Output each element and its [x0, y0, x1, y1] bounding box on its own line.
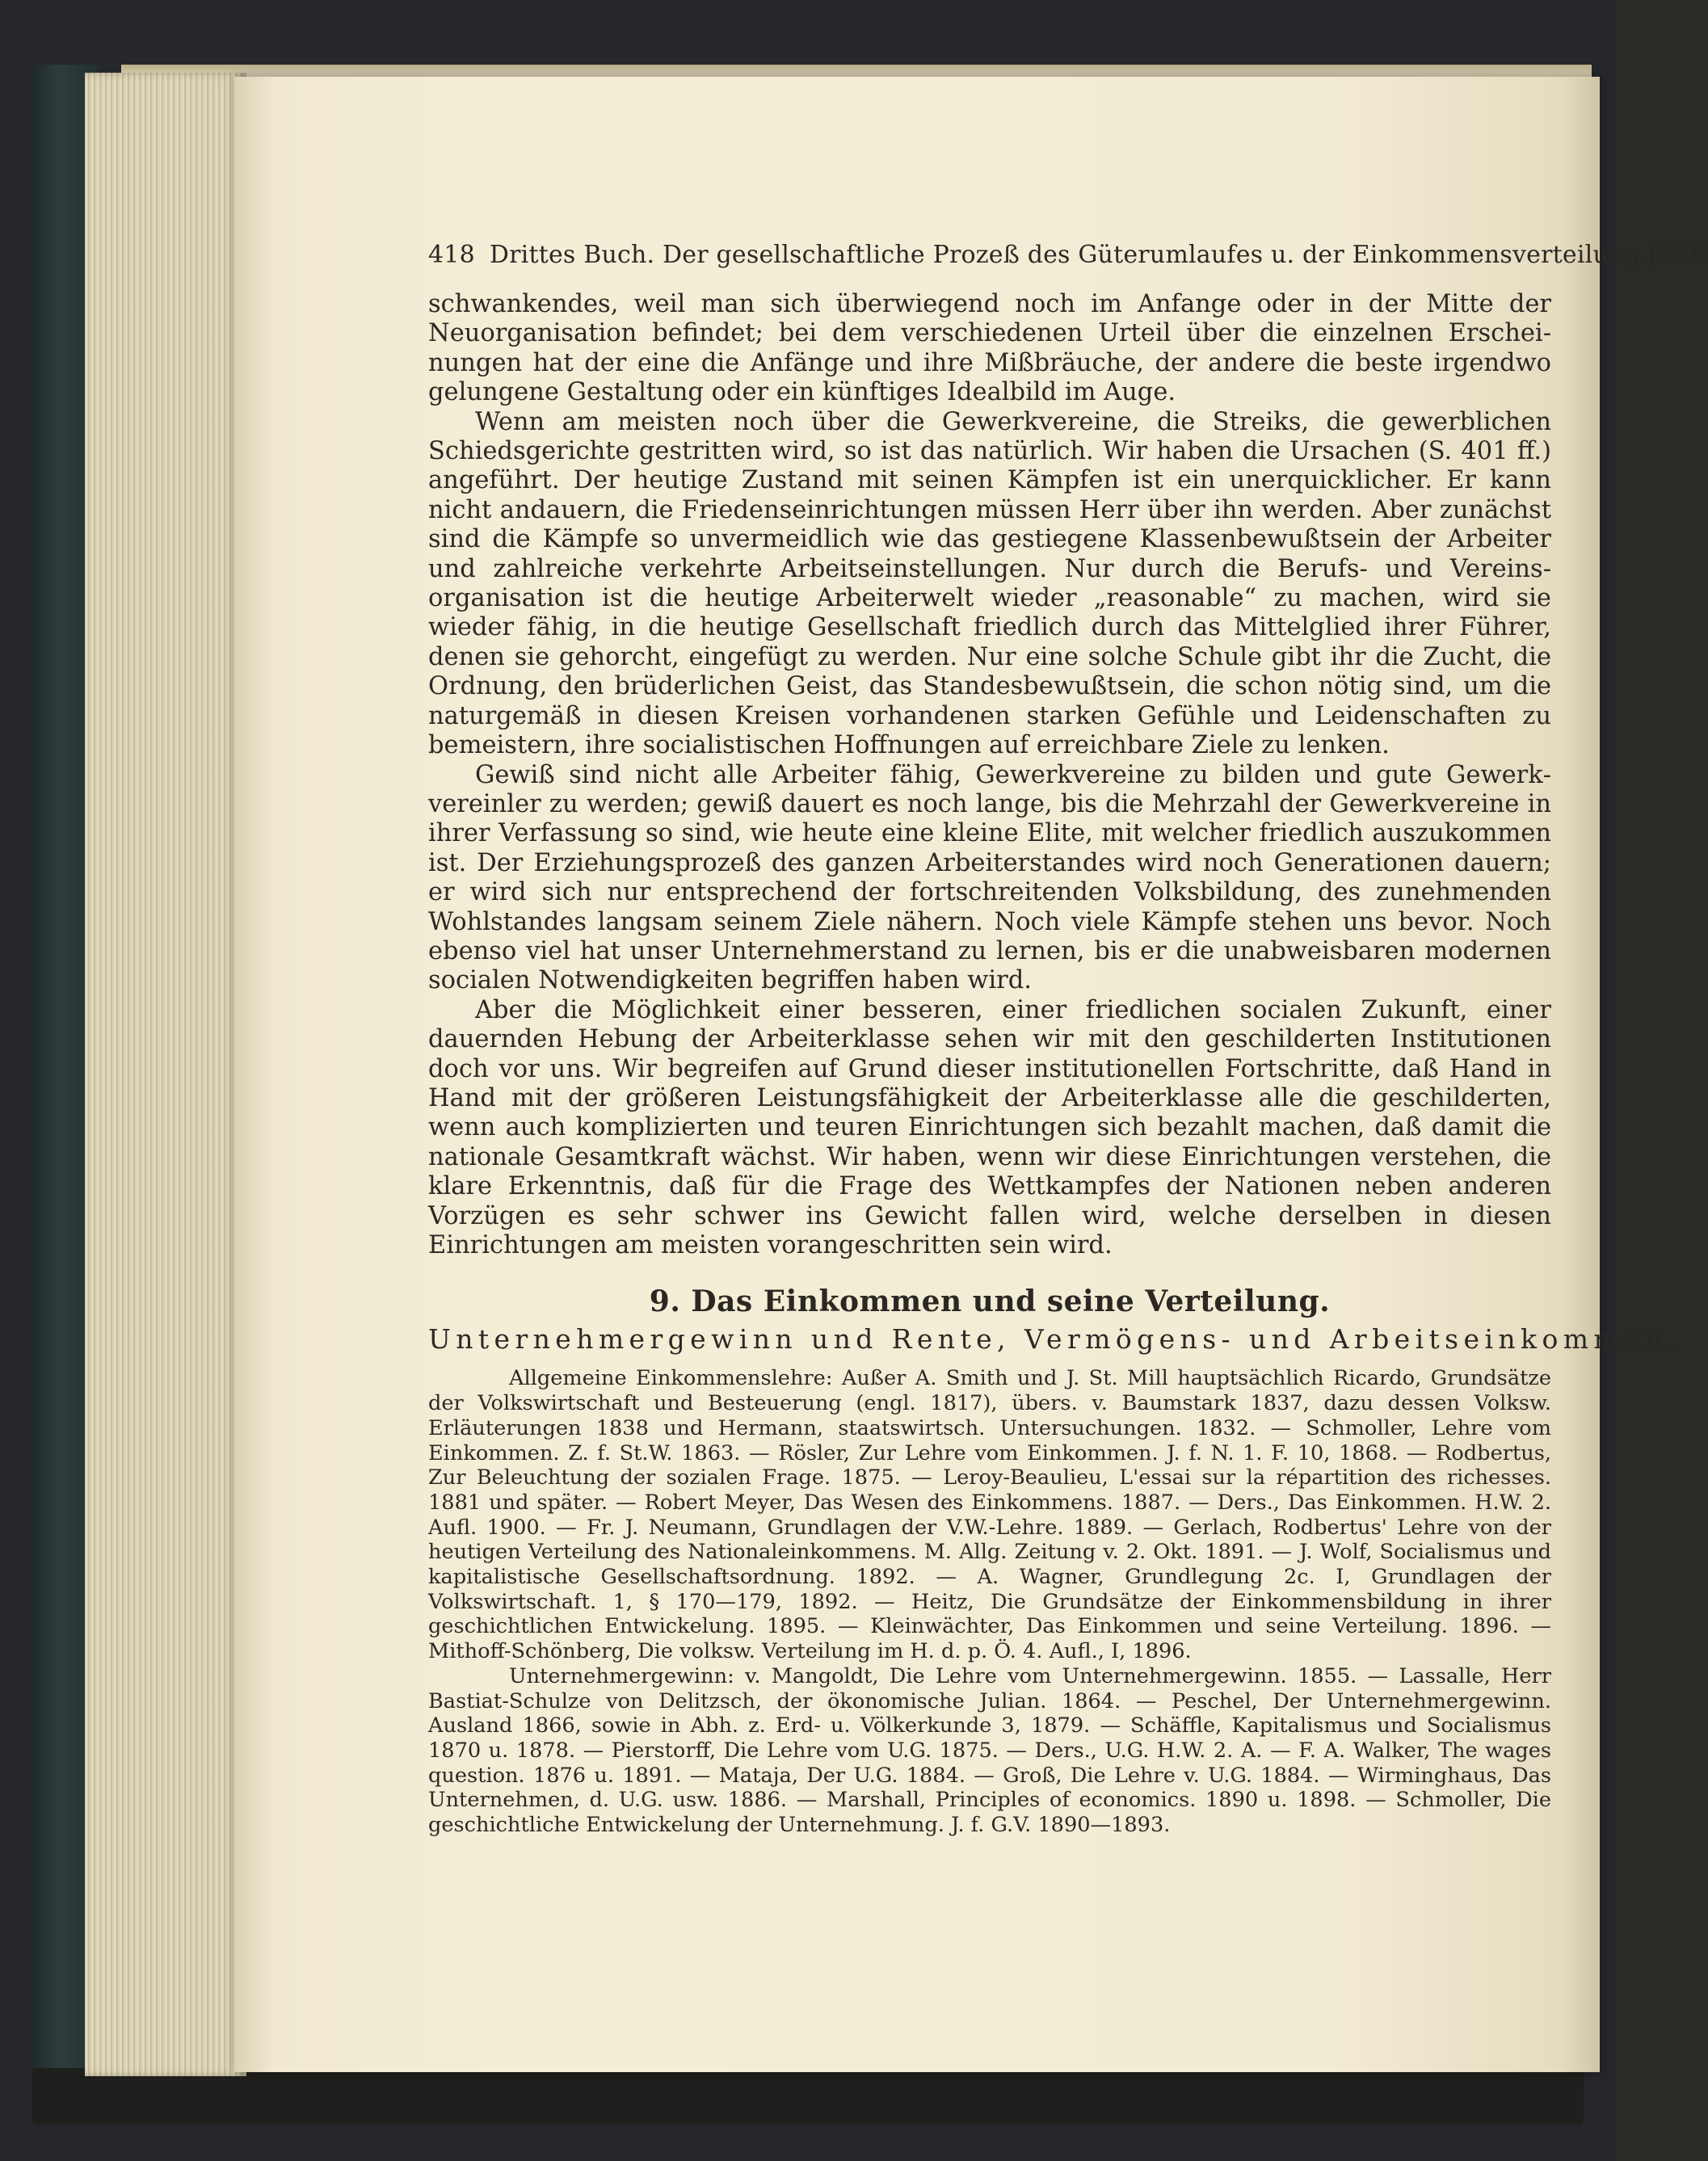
literature-paragraph: Unternehmergewinn: v. Mangoldt, Die Lehre vom Unternehmergewinn. 1855. — Lassalle, Herr Bastiat-Schulze von Delitzsch, der ökonomische Julian. 1864. — Peschel, Der Unternehmergewinn. Ausland 1866, sowie in Abh. z. Erd- u. Völkerkunde 3, 1879. — Schäffle, Kapitalismus und Socialismus 1870 u. 1878. — Pierstorff, Die Lehre vom U.G. 1875. — Ders., U.G. H.W. 2. A. — F. A. Walker, The wages question. 1876 u. 1891. — Mataja, Der U.G. 1884. — Groß, Die Lehre v. U.G. 1884. — Wirminghaus, Das Unternehmen, d. U.G. usw. 1886. — Marshall, Principles of economics. 1890 u. 1898. — Schmoller, Die geschichtliche Entwickelung der Unternehmung. J. f. G.V. 1890—1893. — [428, 1663, 1551, 1838]
page-content — [428, 238, 1708, 1838]
paragraph: Gewiß sind nicht alle Arbeiter fähig, Gewerkvereine zu bilden und gute Gewerkvereinler zu werden; gewiß dauert es noch lange, bis die Mehrzahl der Gewerkvereine in ihrer Verfassung so sind, wie heute eine kleine Elite, mit welcher friedlich auszukommen ist. Der Erziehungsprozeß des ganzen Arbeiterstandes wird noch Generationen dauern; er wird sich nur entsprechend der fortschreitenden Volksbildung, des zunehmenden Wohlstandes langsam seinem Ziele nähern. Noch viele Kämpfe stehen uns bevor. Noch ebenso viel hat unser Unternehmerstand zu lernen, bis er die unabweisbaren modernen socialen Notwendigkeiten begriffen haben wird. — [428, 760, 1551, 995]
running-header — [428, 238, 1708, 269]
section-subtitle: Unternehmergewinn und Rente, Vermögens- und Arbeitseinkommen. — [428, 1323, 1681, 1356]
paragraph: Wenn am meisten noch über die Gewerkvereine, die Streiks, die gewerblichen Schiedsgerichte gestritten wird, so ist das natürlich. Wir haben die Ursachen (S. 401 ff.) angeführt. Der heutige Zustand mit seinen Kämpfen ist ein unerquicklicher. Er kann nicht andauern, die Friedenseinrichtungen müssen Herr über ihn werden. Aber zunächst sind die Kämpfe so unvermeidlich wie das gestiegene Klassenbewußtsein der Arbeiter und zahlreiche verkehrte Arbeitseinstellungen. Nur durch die Berufs- und Vereinsorganisation ist die heutige Arbeiterwelt wieder „reasonable“ zu machen, wird sie wieder fähig, in die heutige Gesellschaft friedlich durch das Mittelglied ihrer Führer, denen sie gehorcht, eingefügt zu werden. Nur eine solche Schule gibt ihr die Zucht, die Ordnung, den brüderlichen Geist, das Standesbewußtsein, die schon nötig sind, um die naturgemäß in diesen Kreisen vorhandenen starken Gefühle und Leidenschaften zu bemeistern, ihre socialistischen Hoffnungen auf erreichbare Ziele zu lenken. — [428, 407, 1551, 760]
bracket-page-number: [876 — [1647, 238, 1708, 269]
literature-paragraph: Allgemeine Einkommenslehre: Außer A. Smith und J. St. Mill hauptsächlich Ricardo, Grundsätze der Volkswirtschaft und Besteuerung (engl. 1817), übers. v. Baumstark 1837, dazu dessen Volksw. Erläuterungen 1838 und Hermann, staatswirtsch. Untersuchungen. 1832. — Schmoller, Lehre vom Einkommen. Z. f. St.W. 1863. — Rösler, Zur Lehre vom Einkommen. J. f. N. 1. F. 10, 1868. — Rodbertus, Zur Beleuchtung der sozialen Frage. 1875. — Leroy-Beaulieu, L'essai sur la répartition des richesses. 1881 und später. — Robert Meyer, Das Wesen des Einkommens. 1887. — Ders., Das Einkommen. H.W. 2. Aufl. 1900. — Fr. J. Neumann, Grundlagen der V.W.-Lehre. 1889. — Gerlach, Rodbertus' Lehre von der heutigen Verteilung des Nationaleinkommens. M. Allg. Zeitung v. 2. Okt. 1891. — J. Wolf, Socialismus und kapitalistische Gesellschaftsordnung. 1892. — A. Wagner, Grundlegung 2c. I, Grundlagen der Volkswirtschaft. 1, § 170—179, 1892. — Heitz, Die Grundsätze der Einkommensbildung in ihrer geschichtlichen Entwickelung. 1895. — Kleinwächter, Das Einkommen und seine Verteilung. 1896. — Mithoff-Schönberg, Die volksw. Verteilung im H. d. p. Ö. 4. Aufl., I, 1896. — [428, 1366, 1551, 1664]
page-number: 418 — [428, 241, 475, 269]
page-edges — [85, 73, 246, 2076]
book-page — [234, 77, 1708, 2072]
paragraph: Aber die Möglichkeit einer besseren, einer friedlichen socialen Zukunft, einer dauernden Hebung der Arbeiterklasse sehen wir mit den geschilderten Institutionen doch vor uns. Wir begreifen auf Grund dieser institutionellen Fortschritte, daß Hand in Hand mit der größeren Leistungsfähigkeit der Arbeiterklasse alle die geschilderten, wenn auch komplizierten und teuren Einrichtungen sich bezahlt machen, daß damit die nationale Gesamtkraft wächst. Wir haben, wenn wir diese Einrichtungen verstehen, die klare Erkenntnis, daß für die Frage des Wettkampfes der Nationen neben anderen Vorzügen es sehr schwer ins Gewicht fallen wird, welche derselben in diesen Einrichtungen am meisten vorangeschritten sein wird. — [428, 995, 1551, 1259]
section-title: 9. Das Einkommen und seine Verteilung. — [649, 1284, 1331, 1319]
paragraph-continuation: schwankendes, weil man sich überwiegend noch im Anfange oder in der Mitte der Neuorganisation befindet; bei dem verschiedenen Urteil über die einzelnen Erscheinungen hat der eine die Anfänge und ihre Mißbräuche, der andere die beste irgendwo gelungene Gestaltung oder ein künftiges Idealbild im Auge. — [428, 290, 1551, 407]
book-cover-bottom — [32, 2068, 1584, 2125]
running-title: Drittes Buch. Der gesellschaftliche Prozeß des Güterumlaufes u. der Einkommensverteilung. — [489, 241, 1648, 269]
